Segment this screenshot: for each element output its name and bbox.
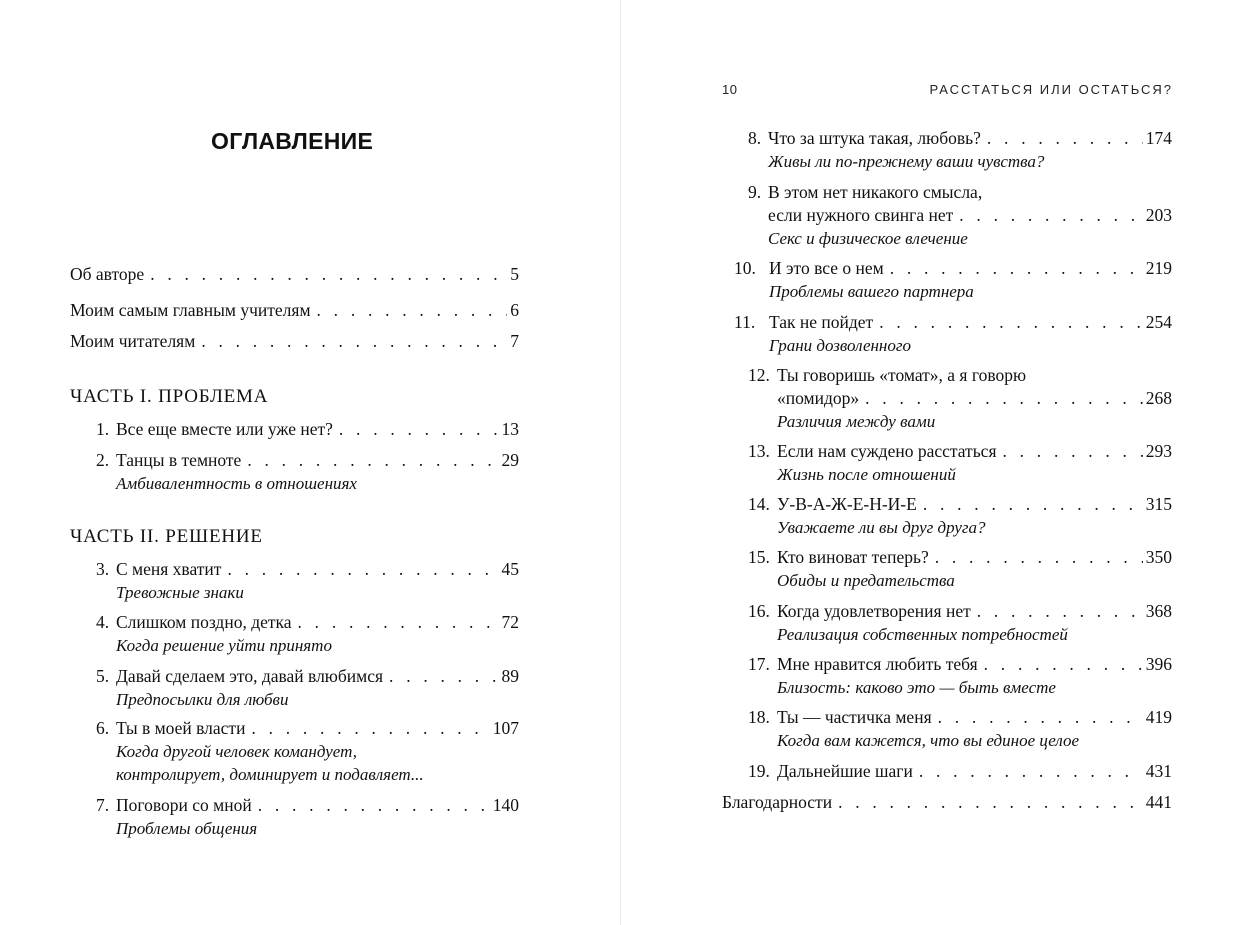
dot-leader [258, 794, 490, 817]
toc-entry-chapter-18 [748, 706, 1172, 752]
toc-entry-chapter-16 [748, 600, 1172, 646]
chapter-title: С меня хватит [116, 559, 222, 579]
dot-leader [317, 299, 508, 322]
chapter-subtitle: Амбивалентность в отношениях [116, 474, 357, 493]
chapter-page: 254 [1145, 312, 1172, 332]
chapter-subtitle: Уважаете ли вы друг друга? [777, 518, 986, 537]
dot-leader [339, 418, 499, 441]
entry-page: 441 [1145, 792, 1172, 812]
toc-entry-chapter-9 [748, 181, 1172, 250]
chapter-subtitle: Когда вам кажется, что вы единое целое [777, 731, 1080, 750]
chapter-number: 18. [748, 707, 770, 727]
chapter-page: 203 [1145, 205, 1172, 225]
chapter-page: 107 [492, 718, 519, 738]
dot-leader [227, 558, 498, 581]
chapter-title: У-В-А-Ж-Е-Н-И-Е [777, 494, 917, 514]
chapter-number: 1. [96, 419, 110, 439]
dot-leader [879, 311, 1143, 334]
dot-leader [298, 611, 499, 634]
chapter-page: 368 [1145, 601, 1172, 621]
chapter-subtitle: Жизнь после отношений [777, 465, 956, 484]
dot-leader [838, 791, 1143, 814]
chapter-title: В этом нет никакого смысла, [768, 182, 983, 202]
toc-entry-chapter-17 [748, 653, 1172, 699]
chapter-title: Ты — частичка меня [777, 707, 932, 727]
chapter-number: 6. [96, 718, 110, 738]
dot-leader [201, 330, 507, 353]
chapter-number: 11. [734, 312, 756, 332]
left-page [0, 0, 620, 925]
chapter-number: 15. [748, 547, 770, 567]
chapter-page: 13 [501, 419, 519, 439]
dot-leader [251, 717, 489, 740]
toc-entry-chapter-8 [748, 127, 1172, 173]
chapter-number: 13. [748, 441, 770, 461]
toc-entry-readers [70, 330, 519, 353]
chapter-title: Давай сделаем это, давай влюбимся [116, 666, 384, 686]
chapter-title: Ты говоришь «томат», а я говорю [777, 365, 1027, 385]
toc-entry-chapter-5 [96, 665, 519, 711]
entry-page: 5 [510, 264, 519, 284]
chapter-page: 350 [1145, 547, 1172, 567]
right-page [621, 0, 1243, 925]
chapter-page: 419 [1145, 707, 1172, 727]
chapter-subtitle: Когда решение уйти принято [116, 636, 332, 655]
chapter-number: 9. [748, 182, 762, 202]
chapter-page: 219 [1145, 258, 1172, 278]
chapter-subtitle: Проблемы общения [116, 819, 258, 838]
toc-entry-chapter-12 [748, 364, 1172, 433]
chapter-title: И это все о нем [769, 258, 884, 278]
toc-entry-chapter-13 [748, 440, 1172, 486]
chapter-number: 16. [748, 601, 770, 621]
chapter-subtitle: Близость: каково это — быть вместе [777, 678, 1056, 697]
chapter-number: 4. [96, 612, 110, 632]
chapter-page: 293 [1145, 441, 1172, 461]
dot-leader [935, 546, 1143, 569]
chapter-title: Поговори со мной [116, 795, 252, 815]
chapter-number: 17. [748, 654, 770, 674]
chapter-page: 29 [501, 450, 519, 470]
chapter-page: 72 [501, 612, 519, 632]
dot-leader [389, 665, 498, 688]
dot-leader [984, 653, 1143, 676]
chapter-subtitle: Грани дозволенного [769, 336, 912, 355]
page-title: ОГЛАВЛЕНИЕ [211, 128, 374, 154]
chapter-page: 45 [501, 559, 519, 579]
running-title: РАССТАТЬСЯ ИЛИ ОСТАТЬСЯ? [929, 82, 1173, 97]
entry-title: Моим читателям [70, 331, 196, 351]
chapter-title: Мне нравится любить тебя [777, 654, 978, 674]
chapter-title: Все еще вместе или уже нет? [116, 419, 333, 439]
chapter-subtitle: Различия между вами [777, 412, 936, 431]
part-heading-2: ЧАСТЬ II. РЕШЕНИЕ [70, 526, 263, 547]
dot-leader [865, 387, 1143, 410]
toc-entry-chapter-19 [748, 760, 1172, 783]
chapter-subtitle: Реализация собственных потребностей [777, 625, 1068, 644]
toc-entry-chapter-14 [748, 493, 1172, 539]
chapter-title: Ты в моей власти [116, 718, 246, 738]
toc-entry-chapter-4 [96, 611, 519, 657]
dot-leader [919, 760, 1143, 783]
chapter-title: Если нам суждено расстаться [777, 441, 997, 461]
entry-title: Благодарности [722, 792, 833, 812]
chapter-title-line-2: если нужного свинга нет [768, 205, 954, 225]
chapter-number: 5. [96, 666, 110, 686]
toc-entry-chapter-11 [734, 311, 1172, 357]
toc-entry-chapter-7 [96, 794, 519, 840]
dot-leader [150, 263, 507, 286]
dot-leader [890, 257, 1143, 280]
chapter-subtitle: Предпосылки для любви [116, 690, 289, 709]
chapter-number: 19. [748, 761, 770, 781]
dot-leader [923, 493, 1143, 516]
chapter-subtitle-line-2: контролирует, доминирует и подавляет... [116, 765, 424, 784]
chapter-page: 174 [1145, 128, 1172, 148]
entry-title: Об авторе [70, 264, 145, 284]
chapter-subtitle: Обиды и предательства [777, 571, 955, 590]
chapter-title: Слишком поздно, детка [116, 612, 292, 632]
chapter-subtitle: Проблемы вашего партнера [769, 282, 974, 301]
chapter-number: 10. [734, 258, 756, 278]
chapter-number: 7. [96, 795, 110, 815]
dot-leader [247, 449, 498, 472]
chapter-number: 3. [96, 559, 110, 579]
dot-leader [959, 204, 1142, 227]
chapter-number: 14. [748, 494, 770, 514]
toc-entry-acknowledgements [722, 791, 1172, 814]
entry-title: Моим самым главным учителям [70, 300, 311, 320]
toc-entry-chapter-1 [96, 418, 519, 441]
chapter-subtitle: Секс и физическое влечение [768, 229, 968, 248]
toc-entry-chapter-15 [748, 546, 1172, 592]
chapter-subtitle: Живы ли по-прежнему ваши чувства? [768, 152, 1045, 171]
chapter-number: 2. [96, 450, 110, 470]
chapter-title: Дальнейшие шаги [777, 761, 913, 781]
part-heading-1: ЧАСТЬ I. ПРОБЛЕМА [70, 386, 269, 407]
dot-leader [938, 706, 1143, 729]
chapter-subtitle: Тревожные знаки [116, 583, 244, 602]
chapter-page: 396 [1145, 654, 1172, 674]
chapter-page: 140 [492, 795, 519, 815]
chapter-title: Танцы в темноте [116, 450, 242, 470]
chapter-page: 89 [501, 666, 519, 686]
toc-entry-chapter-2 [96, 449, 519, 495]
page-number: 10 [722, 82, 738, 97]
chapter-title: Кто виноват теперь? [777, 547, 929, 567]
toc-entry-about-author [70, 263, 519, 286]
chapter-number: 12. [748, 365, 770, 385]
entry-page: 6 [510, 300, 519, 320]
chapter-page: 315 [1145, 494, 1172, 514]
dot-leader [1003, 440, 1143, 463]
dot-leader [987, 127, 1143, 150]
chapter-number: 8. [748, 128, 762, 148]
toc-entry-teachers [70, 299, 519, 322]
chapter-title: Когда удовлетворения нет [777, 601, 971, 621]
chapter-title: Что за штука такая, любовь? [768, 128, 981, 148]
toc-entry-chapter-6 [96, 717, 519, 786]
toc-entry-chapter-10 [734, 257, 1172, 303]
chapter-page: 268 [1145, 388, 1172, 408]
chapter-page: 431 [1145, 761, 1172, 781]
chapter-title: Так не пойдет [769, 312, 874, 332]
chapter-subtitle: Когда другой человек командует, [116, 742, 358, 761]
toc-entry-chapter-3 [96, 558, 519, 604]
dot-leader [977, 600, 1143, 623]
chapter-title-line-2: «помидор» [777, 388, 860, 408]
entry-page: 7 [510, 331, 519, 351]
